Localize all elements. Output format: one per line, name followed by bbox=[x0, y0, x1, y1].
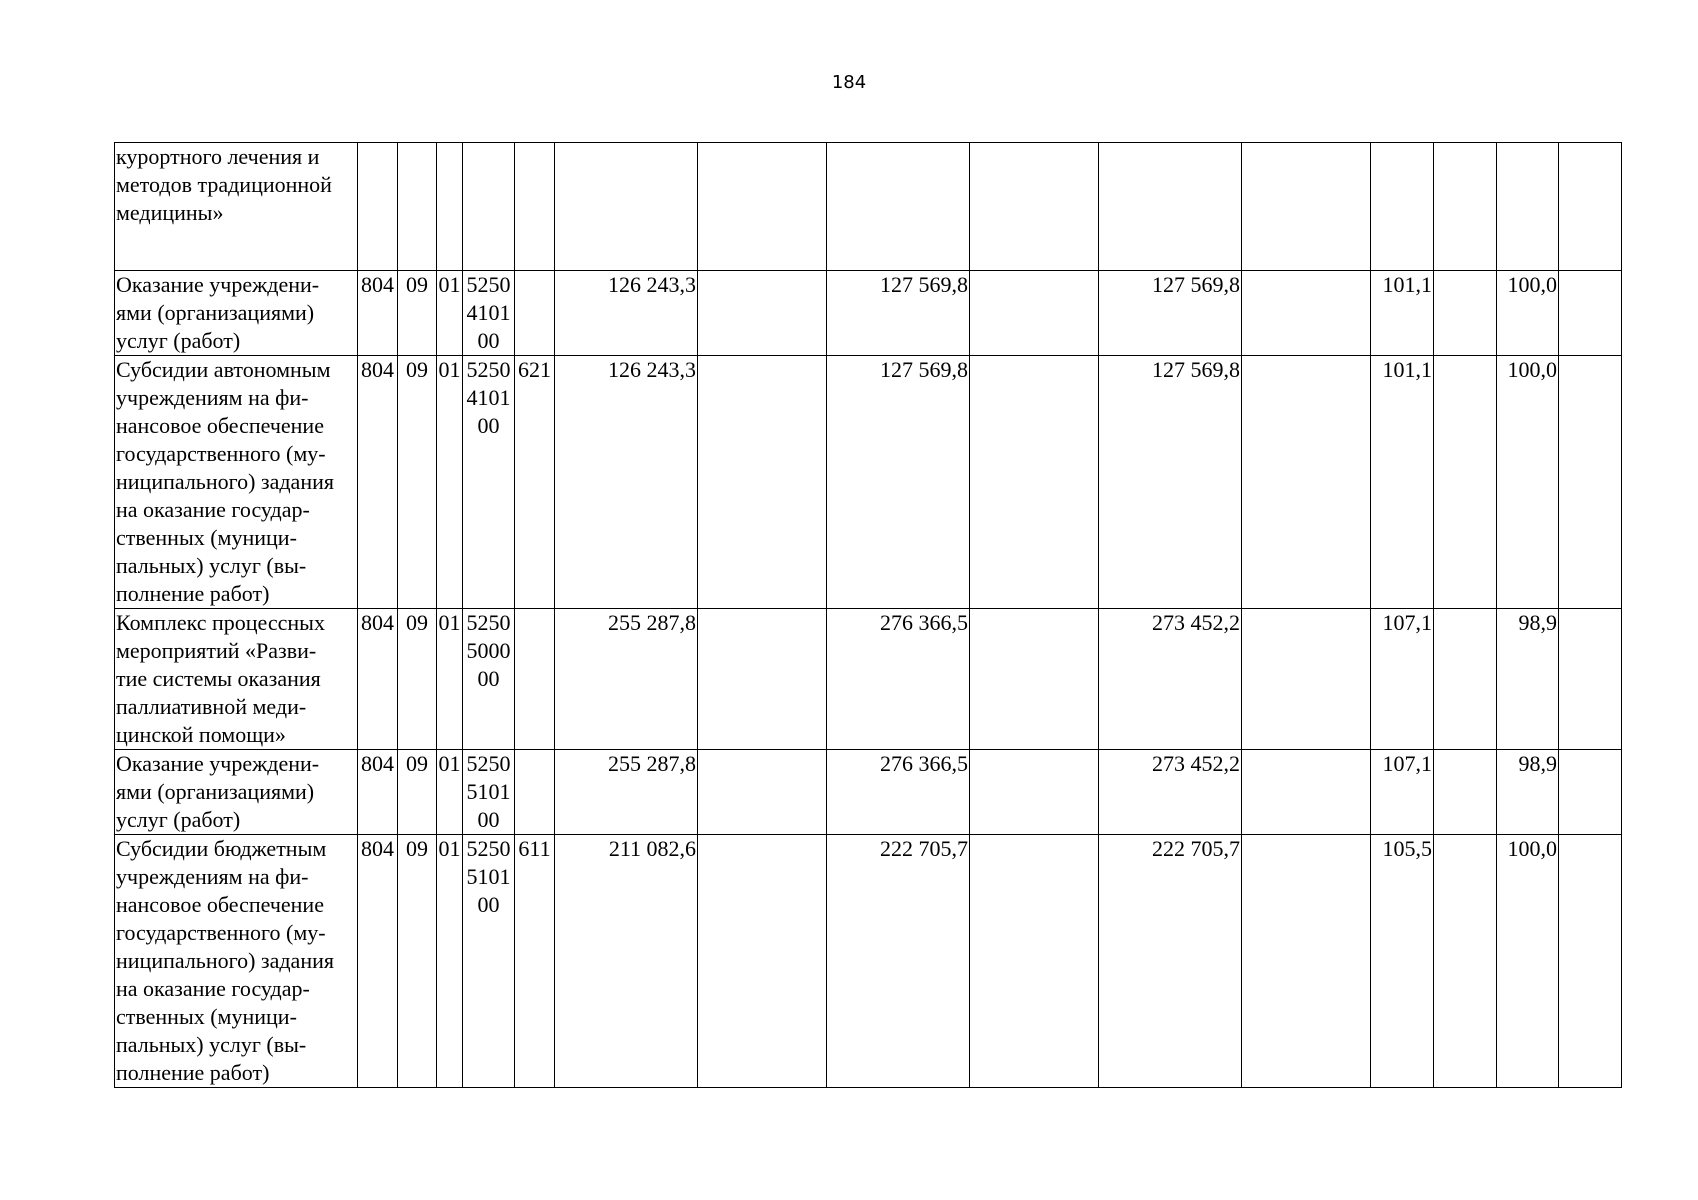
plan-amount: 126 243,3 bbox=[555, 271, 698, 356]
executed-amount: 222 705,7 bbox=[1099, 835, 1242, 1088]
expense-type-code: 611 bbox=[515, 835, 555, 1088]
empty-cell bbox=[698, 143, 827, 271]
subsection-code: 01 bbox=[437, 750, 463, 835]
empty-cell bbox=[1242, 750, 1371, 835]
table-row bbox=[115, 750, 1622, 835]
subsection-code bbox=[437, 143, 463, 271]
expense-type-code bbox=[515, 609, 555, 750]
empty-cell bbox=[1242, 835, 1371, 1088]
percent-of-approved: 100,0 bbox=[1497, 271, 1559, 356]
expense-type-code bbox=[515, 143, 555, 271]
ministry-code: 804 bbox=[358, 750, 398, 835]
expense-type-code: 621 bbox=[515, 356, 555, 609]
row-name: Оказание учреждени- ями (организациями) услуг (работ) bbox=[115, 271, 358, 356]
plan-amount: 255 287,8 bbox=[555, 609, 698, 750]
approved-amount: 127 569,8 bbox=[827, 356, 970, 609]
target-article-code: 5250 5000 00 bbox=[463, 609, 515, 750]
section-code bbox=[398, 143, 437, 271]
approved-amount: 276 366,5 bbox=[827, 750, 970, 835]
plan-amount: 126 243,3 bbox=[555, 356, 698, 609]
percent-of-plan: 107,1 bbox=[1371, 609, 1434, 750]
empty-cell bbox=[970, 271, 1099, 356]
percent-of-approved: 98,9 bbox=[1497, 750, 1559, 835]
empty-cell bbox=[1559, 143, 1622, 271]
target-article-code: 5250 4101 00 bbox=[463, 271, 515, 356]
row-name: Комплекс процессных мероприятий «Разви- тие системы оказания паллиативной меди- цинской помощи» bbox=[115, 609, 358, 750]
empty-cell bbox=[1242, 356, 1371, 609]
empty-cell bbox=[698, 609, 827, 750]
empty-cell bbox=[1559, 271, 1622, 356]
executed-amount: 127 569,8 bbox=[1099, 271, 1242, 356]
expense-type-code bbox=[515, 271, 555, 356]
percent-of-plan: 101,1 bbox=[1371, 356, 1434, 609]
ministry-code: 804 bbox=[358, 609, 398, 750]
target-article-code: 5250 5101 00 bbox=[463, 750, 515, 835]
section-code: 09 bbox=[398, 750, 437, 835]
row-name: курортного лечения и методов традиционной медицины» bbox=[115, 143, 358, 271]
table-row bbox=[115, 835, 1622, 1088]
executed-amount bbox=[1099, 143, 1242, 271]
empty-cell bbox=[1434, 271, 1497, 356]
empty-cell bbox=[970, 835, 1099, 1088]
row-name: Субсидии бюджетным учреждениям на фи- нансовое обеспечение государственного (му- ниципального) задания на оказание государ- ственных (муници- пальных) услуг (вы- полнение работ) bbox=[115, 835, 358, 1088]
budget-table bbox=[114, 142, 1622, 1088]
percent-of-approved: 100,0 bbox=[1497, 356, 1559, 609]
percent-of-approved: 100,0 bbox=[1497, 835, 1559, 1088]
ministry-code: 804 bbox=[358, 356, 398, 609]
percent-of-plan: 105,5 bbox=[1371, 835, 1434, 1088]
empty-cell bbox=[1242, 143, 1371, 271]
approved-amount: 222 705,7 bbox=[827, 835, 970, 1088]
empty-cell bbox=[1559, 609, 1622, 750]
ministry-code bbox=[358, 143, 398, 271]
empty-cell bbox=[1559, 356, 1622, 609]
empty-cell bbox=[1559, 835, 1622, 1088]
subsection-code: 01 bbox=[437, 609, 463, 750]
subsection-code: 01 bbox=[437, 271, 463, 356]
empty-cell bbox=[1242, 609, 1371, 750]
approved-amount: 276 366,5 bbox=[827, 609, 970, 750]
executed-amount: 127 569,8 bbox=[1099, 356, 1242, 609]
expense-type-code bbox=[515, 750, 555, 835]
row-name: Оказание учреждени- ями (организациями) услуг (работ) bbox=[115, 750, 358, 835]
empty-cell bbox=[1434, 835, 1497, 1088]
empty-cell bbox=[970, 750, 1099, 835]
plan-amount: 211 082,6 bbox=[555, 835, 698, 1088]
empty-cell bbox=[1242, 271, 1371, 356]
table-row bbox=[115, 143, 1622, 271]
row-name: Субсидии автономным учреждениям на фи- нансовое обеспечение государственного (му- ниципального) задания на оказание государ- ственных (муници- пальных) услуг (вы- полнение работ) bbox=[115, 356, 358, 609]
section-code: 09 bbox=[398, 835, 437, 1088]
section-code: 09 bbox=[398, 271, 437, 356]
empty-cell bbox=[1434, 609, 1497, 750]
target-article-code bbox=[463, 143, 515, 271]
section-code: 09 bbox=[398, 356, 437, 609]
plan-amount bbox=[555, 143, 698, 271]
percent-of-approved: 98,9 bbox=[1497, 609, 1559, 750]
empty-cell bbox=[970, 356, 1099, 609]
table-row bbox=[115, 356, 1622, 609]
empty-cell bbox=[698, 271, 827, 356]
target-article-code: 5250 5101 00 bbox=[463, 835, 515, 1088]
executed-amount: 273 452,2 bbox=[1099, 750, 1242, 835]
percent-of-plan: 101,1 bbox=[1371, 271, 1434, 356]
empty-cell bbox=[970, 143, 1099, 271]
table-row bbox=[115, 271, 1622, 356]
percent-of-plan bbox=[1371, 143, 1434, 271]
approved-amount: 127 569,8 bbox=[827, 271, 970, 356]
empty-cell bbox=[970, 609, 1099, 750]
ministry-code: 804 bbox=[358, 271, 398, 356]
empty-cell bbox=[698, 750, 827, 835]
percent-of-plan: 107,1 bbox=[1371, 750, 1434, 835]
page-number: 184 bbox=[831, 72, 867, 93]
percent-of-approved bbox=[1497, 143, 1559, 271]
subsection-code: 01 bbox=[437, 356, 463, 609]
empty-cell bbox=[1434, 356, 1497, 609]
ministry-code: 804 bbox=[358, 835, 398, 1088]
executed-amount: 273 452,2 bbox=[1099, 609, 1242, 750]
subsection-code: 01 bbox=[437, 835, 463, 1088]
plan-amount: 255 287,8 bbox=[555, 750, 698, 835]
target-article-code: 5250 4101 00 bbox=[463, 356, 515, 609]
empty-cell bbox=[1559, 750, 1622, 835]
empty-cell bbox=[698, 356, 827, 609]
approved-amount bbox=[827, 143, 970, 271]
empty-cell bbox=[1434, 143, 1497, 271]
table-row bbox=[115, 609, 1622, 750]
section-code: 09 bbox=[398, 609, 437, 750]
empty-cell bbox=[1434, 750, 1497, 835]
empty-cell bbox=[698, 835, 827, 1088]
